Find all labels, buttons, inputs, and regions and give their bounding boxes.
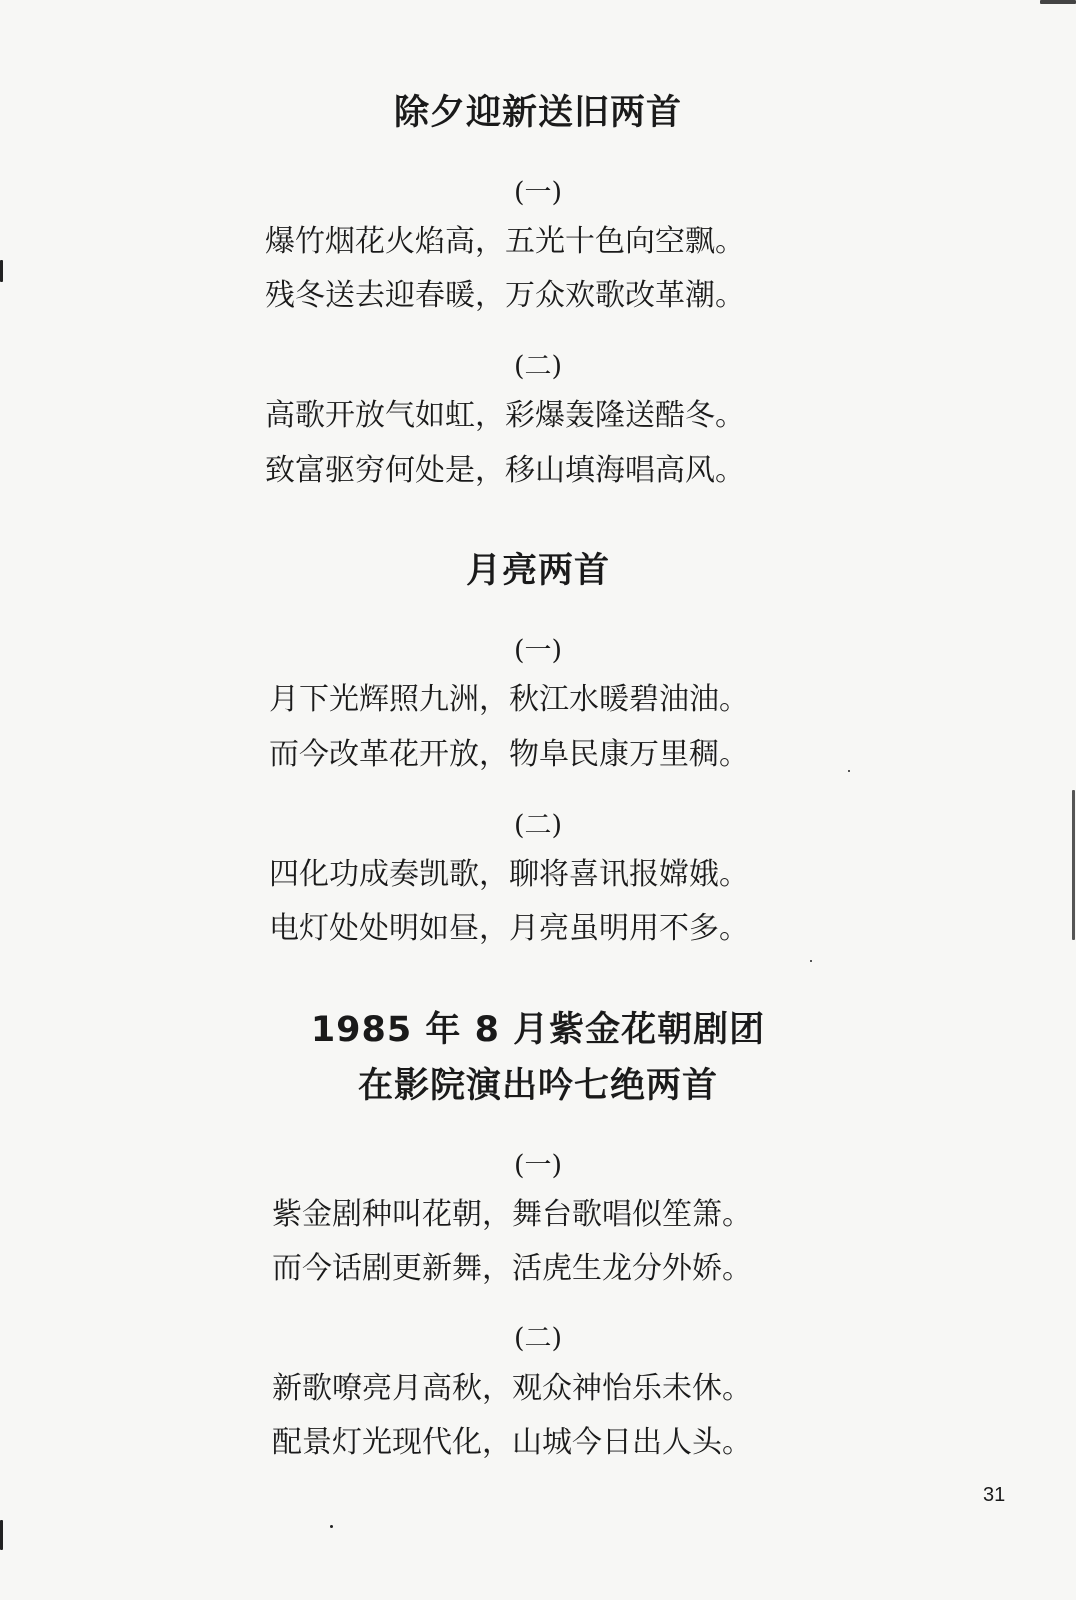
part-number: (一) bbox=[513, 635, 563, 666]
poem-title-line: 在影院演出吟七绝两首 bbox=[357, 1066, 718, 1106]
scan-mark bbox=[0, 260, 3, 282]
scan-mark bbox=[1072, 790, 1075, 940]
verse-line: 配景灯光现代化，山城今日出人头。 bbox=[272, 1425, 752, 1460]
poem-title-line: 1985 年 8 月紫金花朝剧团 bbox=[310, 1010, 766, 1050]
scan-speck bbox=[848, 770, 850, 772]
scan-speck bbox=[330, 1525, 333, 1528]
verse-line: 紫金剧种叫花朝，舞台歌唱似笙箫。 bbox=[272, 1197, 752, 1232]
verse-line: 电灯处处明如昼，月亮虽明用不多。 bbox=[269, 911, 749, 946]
part-number: (二) bbox=[513, 351, 563, 382]
part-number: (二) bbox=[513, 810, 563, 841]
scan-mark bbox=[0, 1520, 3, 1550]
verse-line: 月下光辉照九洲，秋江水暖碧油油。 bbox=[269, 682, 749, 717]
page-number: 31 bbox=[983, 1484, 1006, 1506]
verse-line: 新歌嘹亮月高秋，观众神怡乐未休。 bbox=[272, 1371, 752, 1406]
verse-line: 而今改革花开放，物阜民康万里稠。 bbox=[269, 737, 749, 772]
verse-line: 残冬送去迎春暖，万众欢歌改革潮。 bbox=[265, 278, 745, 313]
scan-speck bbox=[810, 960, 812, 962]
poem-title: 除夕迎新送旧两首 bbox=[393, 93, 682, 133]
scan-mark bbox=[1040, 0, 1076, 4]
verse-line: 高歌开放气如虹，彩爆轰隆送酷冬。 bbox=[265, 398, 745, 433]
verse-line: 爆竹烟花火焰高，五光十色向空飘。 bbox=[265, 224, 745, 259]
verse-line: 致富驱穷何处是，移山填海唱高风。 bbox=[265, 453, 745, 488]
verse-line: 四化功成奏凯歌，聊将喜讯报嫦娥。 bbox=[269, 857, 749, 892]
poem-title: 月亮两首 bbox=[465, 551, 610, 591]
part-number: (一) bbox=[513, 1150, 563, 1181]
part-number: (一) bbox=[513, 177, 563, 208]
verse-line: 而今话剧更新舞，活虎生龙分外娇。 bbox=[272, 1251, 752, 1286]
part-number: (二) bbox=[513, 1323, 563, 1354]
